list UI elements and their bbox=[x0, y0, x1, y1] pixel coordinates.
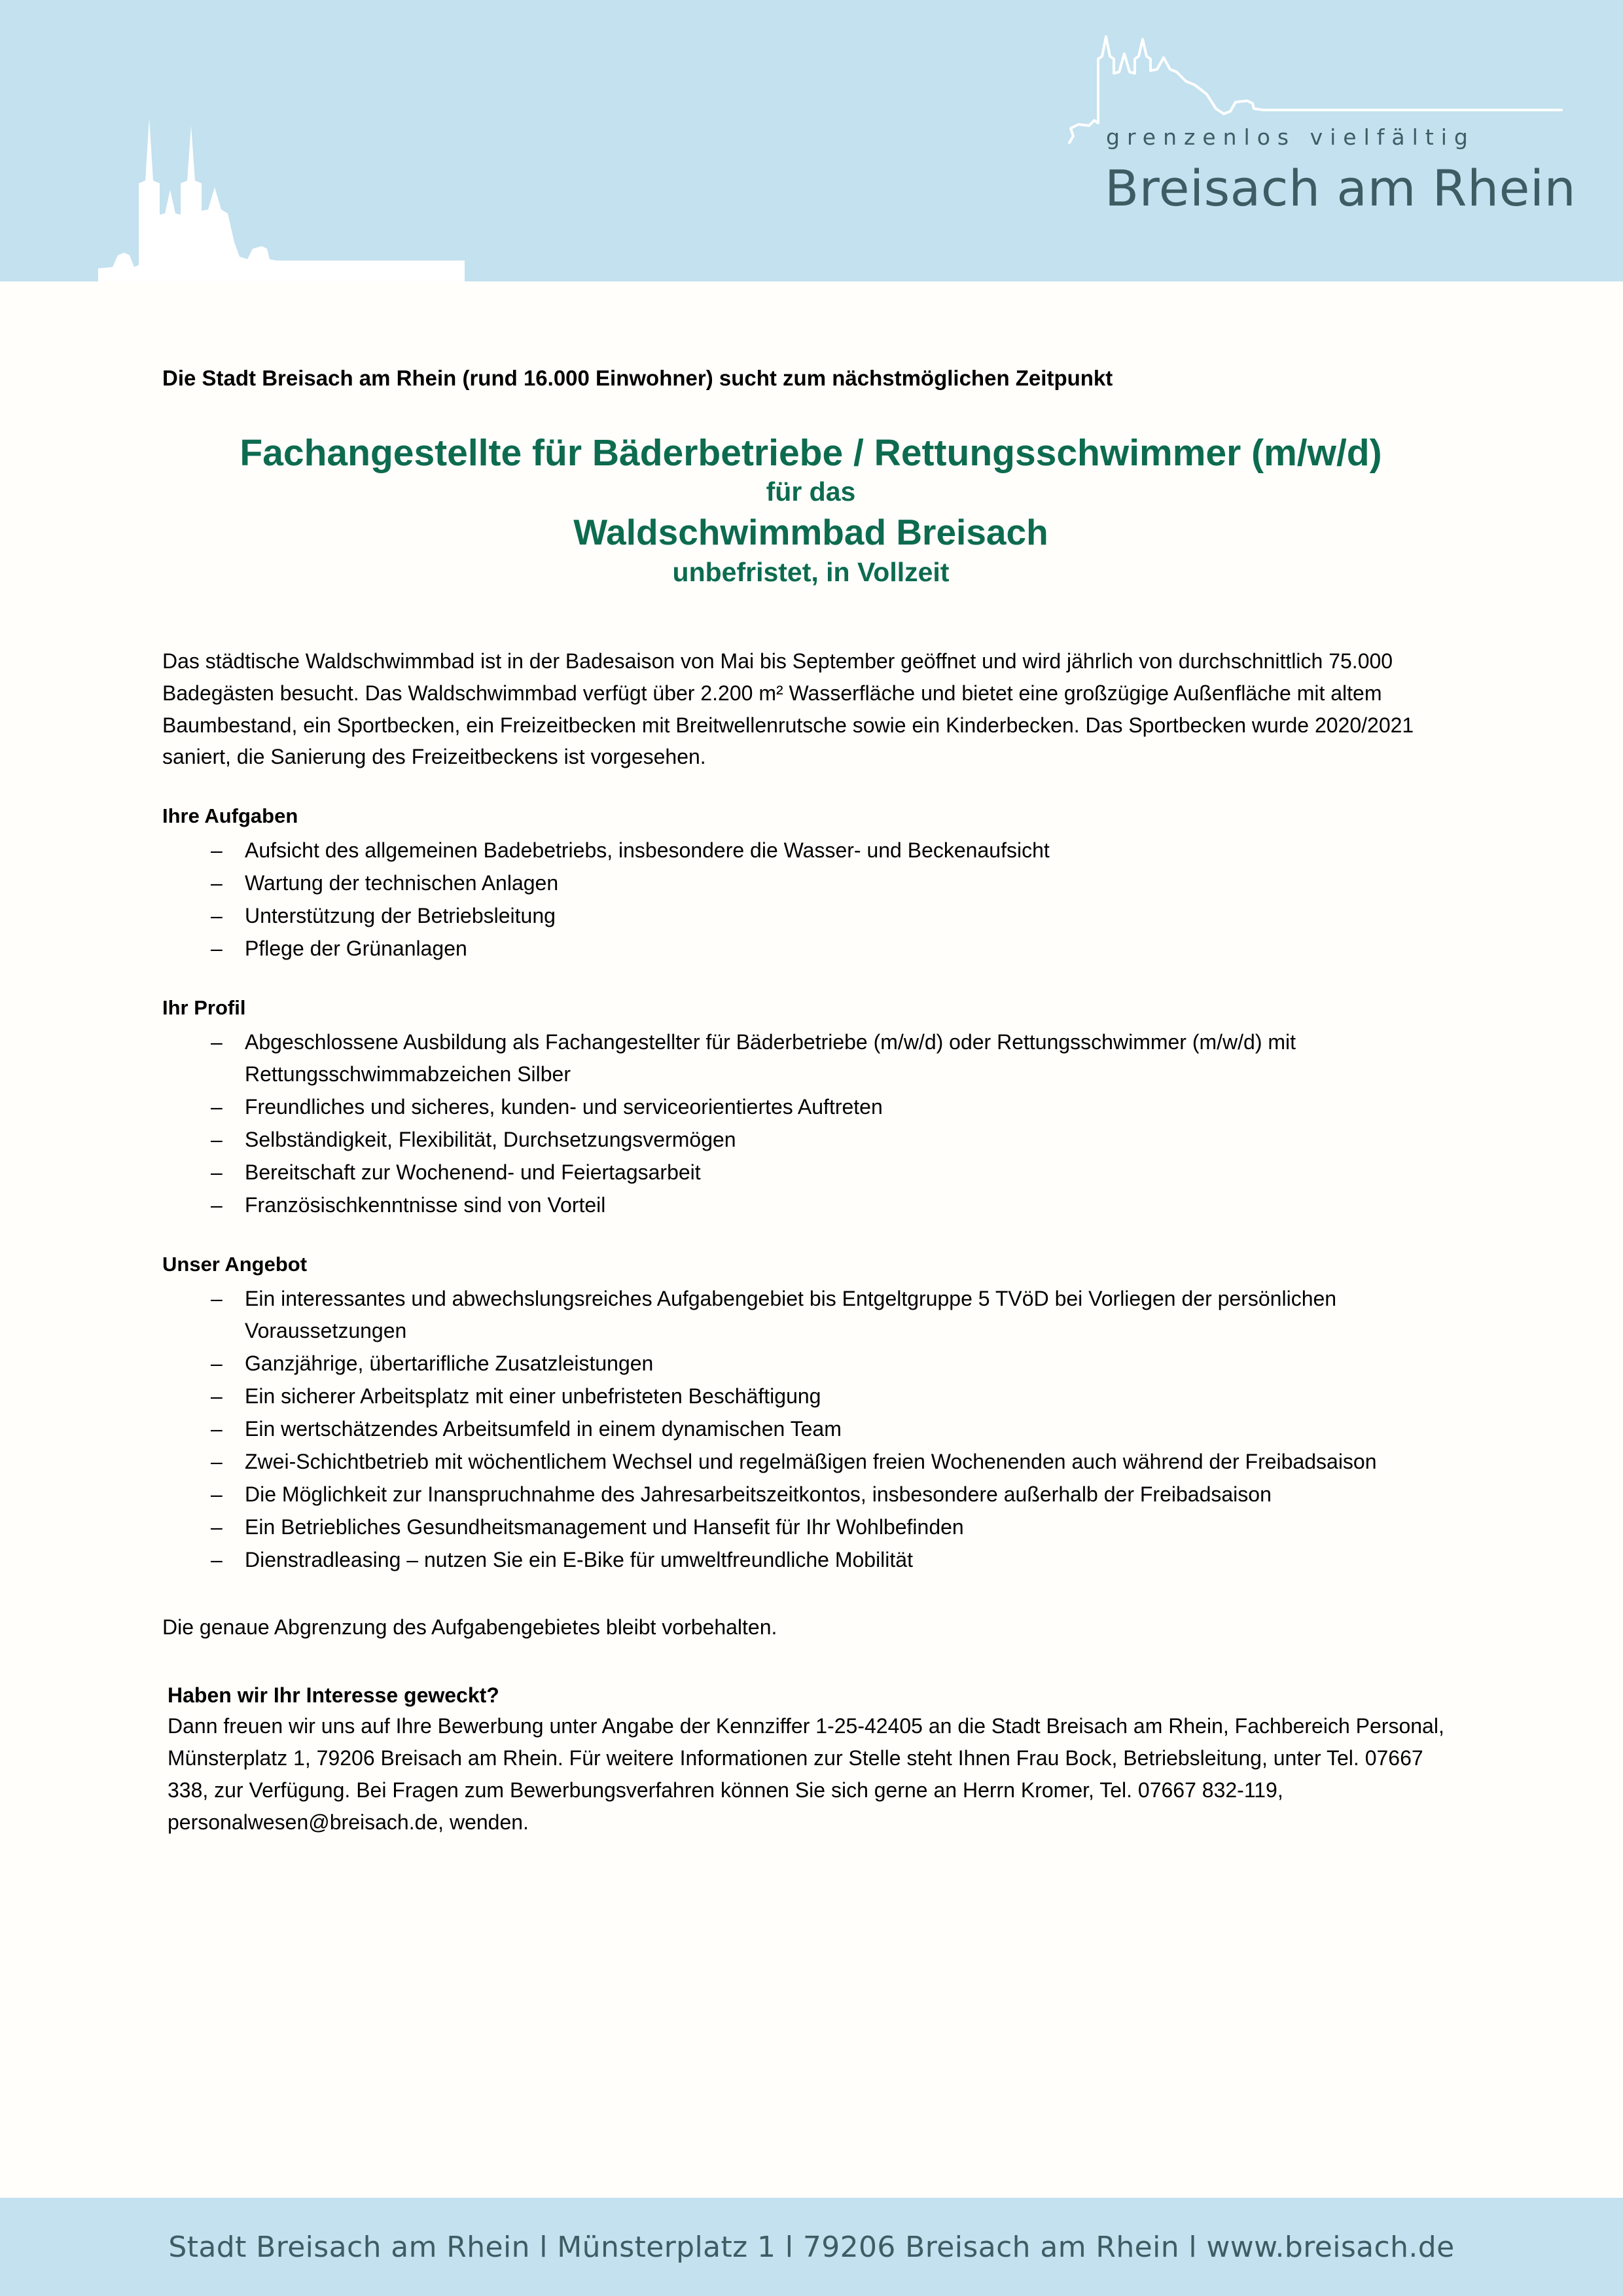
footer-banner bbox=[0, 2198, 1623, 2296]
list-item bbox=[162, 1283, 1459, 1347]
bullet-dash-icon: – bbox=[211, 904, 223, 928]
bullet-dash-icon: – bbox=[211, 1482, 223, 1506]
list-item bbox=[162, 834, 1459, 867]
contact-heading: Haben wir Ihr Interesse geweckt? bbox=[168, 1683, 499, 1708]
logo-city-name: Breisach am Rhein bbox=[1105, 159, 1577, 217]
list-item bbox=[162, 1511, 1459, 1543]
job-title-main: Fachangestellte für Bäderbetriebe / Rettungsschwimmer (m/w/d) bbox=[240, 431, 1382, 474]
city-logo bbox=[1067, 31, 1577, 217]
section-aufgaben bbox=[162, 804, 1459, 965]
list-item-text: Abgeschlossene Ausbildung als Fachangestellter für Bäderbetriebe (m/w/d) oder Rettungsschwimmer (m/w/d) mit Rettungsschwimmabzeichen Silber bbox=[245, 1030, 1296, 1086]
list-item bbox=[162, 867, 1459, 899]
bullet-dash-icon: – bbox=[211, 1351, 223, 1375]
list-item-text: Ganzjährige, übertarifliche Zusatzleistungen bbox=[245, 1351, 654, 1375]
list-item-text: Französischkenntnisse sind von Vorteil bbox=[245, 1193, 606, 1217]
section-angebot bbox=[162, 1253, 1459, 1576]
list-item bbox=[162, 1544, 1459, 1576]
list-item-text: Bereitschaft zur Wochenend- und Feiertagsarbeit bbox=[245, 1160, 701, 1185]
bullet-list bbox=[162, 834, 1459, 965]
intro-kicker: Die Stadt Breisach am Rhein (rund 16.000 Einwohner) sucht zum nächstmöglichen Zeitpunkt bbox=[162, 366, 1113, 390]
list-item-text: Ein sicherer Arbeitsplatz mit einer unbefristeten Beschäftigung bbox=[245, 1384, 821, 1408]
list-item bbox=[162, 1124, 1459, 1156]
list-item-text: Zwei-Schichtbetrieb mit wöchentlichem Wechsel und regelmäßigen freien Wochenenden auch während der Freibadsaison bbox=[245, 1449, 1377, 1473]
list-item-text: Dienstradleasing – nutzen Sie ein E-Bike für umweltfreundliche Mobilität bbox=[245, 1547, 913, 1571]
bullet-dash-icon: – bbox=[211, 1515, 223, 1539]
list-item bbox=[162, 1446, 1459, 1478]
contact-paragraph: Dann freuen wir uns auf Ihre Bewerbung unter Angabe der Kennziffer 1-25-42405 an die Stadt Breisach am Rhein, Fachbereich Personal, Münsterplatz 1, 79206 Breisach am Rhein. Für weitere Informationen zur Stelle steht Ihnen Frau Bock, Betriebsleitung, unter Tel. 07667 338, zur Verfügung. Bei Fragen zum Bewerbungsverfahren können Sie sich gerne an Herrn Kromer, Tel. 07667 832-119, personalwesen@breisach.de, wenden. bbox=[168, 1714, 1444, 1835]
footer-address-line: Stadt Breisach am Rhein l Münsterplatz 1 l 79206 Breisach am Rhein l www.breisach.de bbox=[168, 2230, 1455, 2264]
job-title-facility: Waldschwimmbad Breisach bbox=[573, 512, 1048, 553]
intro-paragraph: Das städtische Waldschwimmbad ist in der Badesaison von Mai bis September geöffnet und wird jährlich von durchschnittlich 75.000 Badegästen besucht. Das Waldschwimmbad verfügt über 2.200 m² Wasserfläche und bietet eine großzügige Außenfläche mit altem Baumbestand, ein Sportbecken, ein Freizeitbecken mit Breitwellenrutsche sowie ein Kinderbecken. Das Sportbecken wurde 2020/2021 saniert, die Sanierung des Freizeitbeckens ist vorgesehen. bbox=[162, 649, 1414, 769]
list-item-text: Die Möglichkeit zur Inanspruchnahme des Jahresarbeitszeitkontos, insbesondere außerhalb der Freibadsaison bbox=[245, 1482, 1272, 1506]
job-title-for: für das bbox=[766, 476, 856, 507]
list-item-text: Ein wertschätzendes Arbeitsumfeld in einem dynamischen Team bbox=[245, 1416, 842, 1441]
bullet-dash-icon: – bbox=[211, 1128, 223, 1152]
bullet-dash-icon: – bbox=[211, 871, 223, 895]
section-profil bbox=[162, 996, 1459, 1221]
section-heading: Ihr Profil bbox=[162, 996, 246, 1020]
list-item bbox=[162, 1157, 1459, 1189]
list-item-text: Pflege der Grünanlagen bbox=[245, 937, 467, 961]
header-banner bbox=[0, 0, 1623, 281]
list-item bbox=[162, 933, 1459, 965]
list-item-text: Aufsicht des allgemeinen Badebetriebs, insbesondere die Wasser- und Beckenaufsicht bbox=[245, 838, 1050, 863]
document-body bbox=[0, 281, 1623, 1839]
list-item-text: Selbständigkeit, Flexibilität, Durchsetzungsvermögen bbox=[245, 1128, 736, 1152]
bullet-list bbox=[162, 1026, 1459, 1221]
bullet-list bbox=[162, 1283, 1459, 1576]
list-item bbox=[162, 1091, 1459, 1123]
list-item-text: Unterstützung der Betriebsleitung bbox=[245, 904, 556, 928]
scope-note: Die genaue Abgrenzung des Aufgabengebietes bleibt vorbehalten. bbox=[162, 1615, 777, 1639]
section-heading: Ihre Aufgaben bbox=[162, 804, 298, 828]
bullet-dash-icon: – bbox=[211, 1193, 223, 1217]
bullet-dash-icon: – bbox=[211, 1286, 223, 1310]
bullet-dash-icon: – bbox=[211, 1449, 223, 1473]
bullet-dash-icon: – bbox=[211, 838, 223, 863]
bullet-dash-icon: – bbox=[211, 1030, 223, 1054]
bullet-dash-icon: – bbox=[211, 1416, 223, 1441]
bullet-dash-icon: – bbox=[211, 1095, 223, 1119]
section-heading: Unser Angebot bbox=[162, 1252, 308, 1276]
job-title-block bbox=[162, 431, 1459, 589]
list-item-text: Wartung der technischen Anlagen bbox=[245, 871, 559, 895]
list-item-text: Freundliches und sicheres, kunden- und serviceorientiertes Auftreten bbox=[245, 1095, 883, 1119]
breisach-minster-silhouette-icon bbox=[98, 92, 465, 281]
list-item bbox=[162, 1348, 1459, 1380]
list-item-text: Ein interessantes und abwechslungsreiches Aufgabengebiet bis Entgeltgruppe 5 TVöD bei Vorliegen der persönlichen Voraussetzungen bbox=[245, 1286, 1337, 1342]
list-item bbox=[162, 900, 1459, 932]
bullet-dash-icon: – bbox=[211, 1160, 223, 1185]
list-item bbox=[162, 1413, 1459, 1445]
list-item-text: Ein Betriebliches Gesundheitsmanagement und Hansefit für Ihr Wohlbefinden bbox=[245, 1515, 964, 1539]
contact-section bbox=[162, 1683, 1459, 1839]
job-title-contract: unbefristet, in Vollzeit bbox=[672, 557, 950, 588]
bullet-dash-icon: – bbox=[211, 937, 223, 961]
list-item bbox=[162, 1380, 1459, 1412]
list-item bbox=[162, 1189, 1459, 1221]
list-item bbox=[162, 1479, 1459, 1511]
bullet-dash-icon: – bbox=[211, 1547, 223, 1571]
bullet-dash-icon: – bbox=[211, 1384, 223, 1408]
logo-tagline: grenzenlos vielfältig bbox=[1106, 124, 1475, 150]
list-item bbox=[162, 1026, 1459, 1090]
